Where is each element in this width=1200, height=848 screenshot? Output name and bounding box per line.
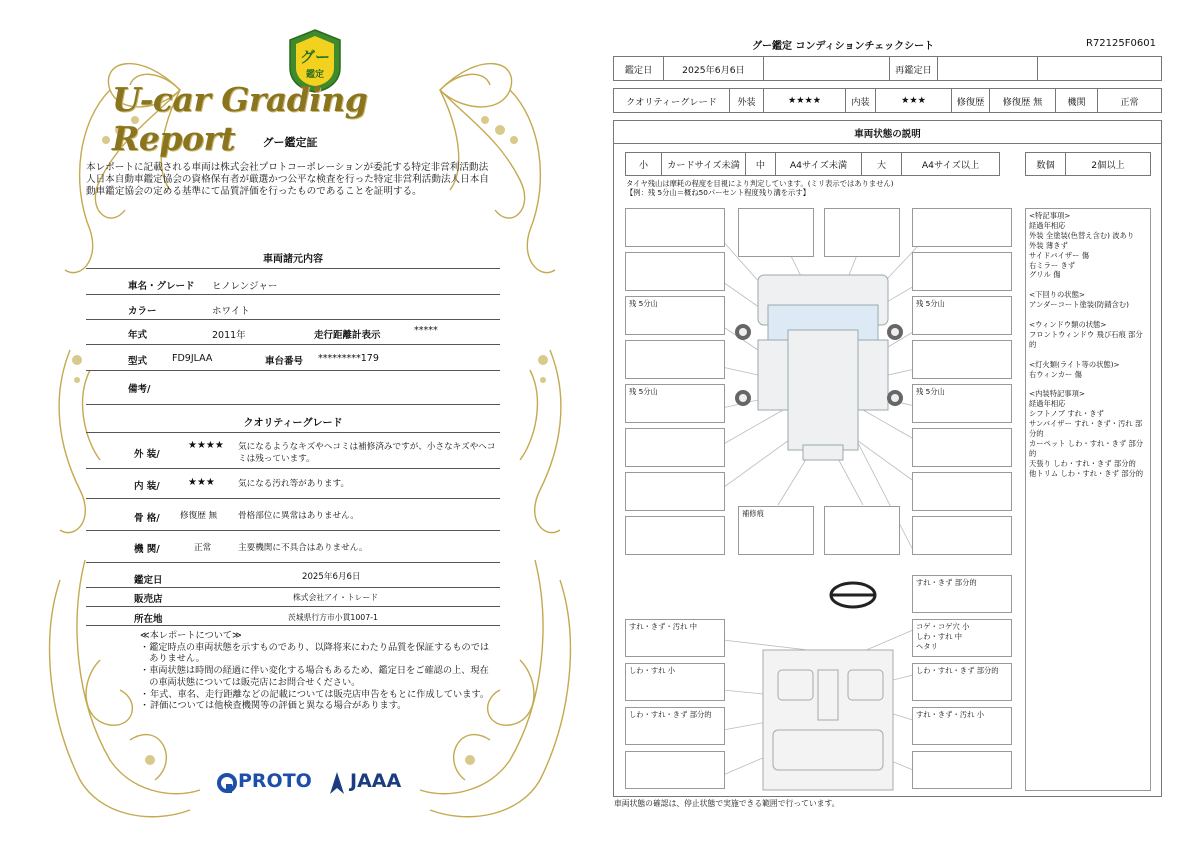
size-large: 大 <box>862 153 902 175</box>
grade-row <box>613 88 1162 113</box>
divider <box>86 530 500 531</box>
exterior-panel <box>824 506 900 555</box>
exterior-panel <box>912 252 1012 291</box>
divider <box>86 370 500 371</box>
spec-section-title: 車両諸元内容 <box>263 254 323 265</box>
exterior-panel <box>912 208 1012 247</box>
blank-cell <box>764 57 890 80</box>
inspection-date-value: 2025年6月6日 <box>302 572 361 582</box>
shop-value: 株式会社アイ・トレード <box>293 593 379 602</box>
note-item: ・ 車両状態は時間の経過に伴い変化する場合もあるため、鑑定日をご確認の上、現在の車両状態については販売店にお問合せください。 <box>140 665 495 688</box>
redate-label: 再鑑定日 <box>890 57 938 80</box>
divider <box>86 268 500 269</box>
mileage-label: 走行距離計表示 <box>314 330 381 341</box>
note-text: 鑑定時点の車両状態を示すものであり、以降将来にわたり品質を保証するものではありません。 <box>149 641 490 665</box>
exterior-panel <box>625 208 725 247</box>
remarks-label: 備考/ <box>128 384 151 395</box>
divider <box>86 468 500 469</box>
engine-label: 機関 <box>1056 89 1098 112</box>
sheet-footer: 車両状態の確認は、停止状態で実施できる範囲で行っています。 <box>614 799 840 808</box>
color-value: ホワイト <box>212 306 250 317</box>
engine-value: 正常 <box>194 543 212 553</box>
divider <box>86 498 500 499</box>
quality-section-title: クオリティーグレード <box>243 418 343 429</box>
repair-mark-panel: 補修痕 <box>738 506 814 555</box>
year-label: 年式 <box>128 330 148 341</box>
frame-label: 骨 格/ <box>134 513 160 524</box>
int-stars: ★★★ <box>876 89 952 112</box>
svg-text:鑑定: 鑑定 <box>305 70 325 80</box>
interior-note: すれ・きず・汚れ 中 <box>625 619 725 657</box>
divider <box>86 294 500 295</box>
interior-stars: ★★★ <box>188 477 215 488</box>
size-small-desc: カードサイズ未満 <box>662 153 746 175</box>
divider <box>86 562 500 563</box>
size-small: 小 <box>626 153 662 175</box>
engine-label: 機 関/ <box>134 544 160 555</box>
jaaa-logo-icon <box>328 770 346 796</box>
special-notes: <特記事項> 経過年相応 外装 全塗装(色替え含む) 波あり 外装 薄きず サイドバイザー 傷 右ミラー きず グリル 傷 <下回りの状態> アンダーコート塗装(防錆含む) <ウィンドウ類の状態> フロントウィンドウ 飛び石痕 部分的 <灯火類(ライト等の状態)> 右ウィンカー 傷 <内装特記事項> 経過年相応 シフトノブ すれ・きず サンバイザー すれ・きず・汚れ 部分的 カーペット しわ・すれ・きず 部分的 天張り しわ・すれ・きず 部分的 他トリム しわ・すれ・きず 部分的 <box>1025 208 1151 791</box>
tire-rear-right-panel: 残 5分山 <box>912 384 1012 423</box>
repair-value: 修復歴 無 <box>990 89 1056 112</box>
tire-front-right-panel: 残 5分山 <box>912 296 1012 335</box>
divider <box>86 404 500 405</box>
date-row <box>613 56 1162 81</box>
shop-label: 販売店 <box>134 594 163 605</box>
exterior-panel <box>738 208 814 257</box>
engine-text: 主要機関に不具合はありません。 <box>238 543 368 553</box>
exterior-panel <box>912 516 1012 555</box>
divider <box>86 587 500 588</box>
exterior-panel <box>912 340 1012 379</box>
interior-note <box>625 751 725 789</box>
divider <box>86 432 500 433</box>
exterior-label: 外 装/ <box>134 449 160 460</box>
count-label: 数個 <box>1026 153 1066 175</box>
note-text: 車両状態は時間の経過に伴い変化する場合もあるため、鑑定日をご確認の上、現在の車両状態については販売店にお問合せください。 <box>149 665 489 688</box>
report-title: U-car Grading Report <box>112 80 368 158</box>
size-mid: 中 <box>746 153 776 175</box>
exterior-panel <box>912 472 1012 511</box>
date-label: 鑑定日 <box>614 57 664 80</box>
interior-note: しわ・すれ 小 <box>625 663 725 701</box>
frame-text: 骨格部位に異常はありません。 <box>238 511 359 521</box>
exterior-panel <box>625 516 725 555</box>
interior-note: コゲ・コゲ穴 小 しわ・すれ 中 ヘタリ <box>912 619 1012 657</box>
notes-title: ≪本レポートについて≫ <box>140 630 242 641</box>
jaaa-logo: JAAA <box>350 770 402 792</box>
grade-label: クオリティーグレード <box>614 89 730 112</box>
exterior-panel <box>824 208 900 257</box>
count-legend <box>1025 152 1151 176</box>
note-text: 評価については他検査機関等の評価と異なる場合があります。 <box>150 700 407 712</box>
engine-value: 正常 <box>1120 96 1139 108</box>
count-desc: 2個以上 <box>1091 160 1125 171</box>
certificate-intro: 本レポートに記載される車両は株式会社プロトコーポレーションが委託する特定非営利活動法人日本自動車鑑定協会の資格保有者が厳選かつ公平な検査を行った特定非営利活動法人日本自動車鑑定協会の定める基準にて品質評価を行ったものであることを証明する。 <box>86 162 489 198</box>
divider <box>613 143 1162 144</box>
chassis-label: 車台番号 <box>265 356 304 367</box>
exterior-stars: ★★★★ <box>188 440 224 451</box>
exterior-text: 気になるようなキズやヘコミは補修済みですが、小さなキズやヘコミは残っています。 <box>238 442 496 464</box>
date-value: 2025年6月6日 <box>664 57 764 80</box>
ext-stars: ★★★★ <box>764 89 846 112</box>
divider <box>86 319 500 320</box>
location-label: 所在地 <box>134 614 163 625</box>
size-mid-desc: A4サイズ未満 <box>776 153 862 175</box>
section-title: 車両状態の説明 <box>854 129 921 140</box>
tire-example: 【例：残 5分山＝概ね50パーセント程度残り溝を示す】 <box>626 188 810 197</box>
divider <box>86 606 500 607</box>
chassis-value: *********179 <box>318 353 379 364</box>
exterior-panel <box>912 428 1012 467</box>
svg-text:グー: グー <box>299 48 331 66</box>
note-item: ・ 年式、車名、走行距離などの記載については販売店申告をもとに作成しています。 <box>140 688 490 700</box>
interior-text: 気になる汚れ等があります。 <box>238 479 350 489</box>
exterior-panel <box>625 340 725 379</box>
car-name-label: 車名・グレード <box>128 281 195 292</box>
interior-label: 内 装/ <box>134 481 160 492</box>
note-item: ・ 鑑定時点の車両状態を示すものであり、以降将来にわたり品質を保証するものではありません。 <box>140 642 495 665</box>
divider <box>86 625 500 626</box>
ext-label: 外装 <box>730 89 764 112</box>
certificate-subtitle: グー鑑定証 <box>262 136 318 149</box>
car-name-value: ヒノレンジャー <box>212 281 278 292</box>
report-notes <box>140 630 495 712</box>
note-text: 年式、車名、走行距離などの記載については販売店申告をもとに作成しています。 <box>150 688 490 700</box>
interior-note: すれ・きず・汚れ 小 <box>912 707 1012 745</box>
proto-logo: PROTO <box>238 770 312 792</box>
sheet-code: R72125F0601 <box>1086 38 1156 49</box>
proto-logo-icon <box>216 772 238 794</box>
steering-note: すれ・きず 部分的 <box>912 575 1012 613</box>
sheet-title: グー鑑定 コンディションチェックシート <box>752 41 935 52</box>
int-label: 内装 <box>846 89 876 112</box>
year-value: 2011年 <box>212 330 246 341</box>
size-large-desc: A4サイズ以上 <box>921 160 980 171</box>
color-label: カラー <box>128 306 157 317</box>
interior-note: しわ・すれ・きず 部分的 <box>625 707 725 745</box>
location-value: 茨城県行方市小貫1007-1 <box>288 613 378 622</box>
tire-note: タイヤ残山は摩耗の程度を目視により判定しています。(ミリ表示ではありません) <box>626 179 894 188</box>
exterior-panel <box>625 428 725 467</box>
exterior-panel <box>625 252 725 291</box>
tire-front-left-panel: 残 5分山 <box>625 296 725 335</box>
tire-rear-left-panel: 残 5分山 <box>625 384 725 423</box>
model-value: FD9JLAA <box>172 353 213 364</box>
size-legend <box>625 152 1000 176</box>
interior-note <box>912 751 1012 789</box>
interior-note: しわ・すれ・きず 部分的 <box>912 663 1012 701</box>
steering-wheel-icon <box>831 583 875 607</box>
repair-label: 修復歴 <box>952 89 990 112</box>
model-label: 型式 <box>128 356 148 367</box>
mileage-value: ***** <box>414 325 438 336</box>
note-item: ・ 評価については他検査機関等の評価と異なる場合があります。 <box>140 700 407 712</box>
divider <box>86 344 500 345</box>
redate-value <box>938 57 1038 80</box>
exterior-panel <box>625 472 725 511</box>
frame-value: 修復歴 無 <box>180 511 218 521</box>
inspection-date-label: 鑑定日 <box>134 575 163 586</box>
